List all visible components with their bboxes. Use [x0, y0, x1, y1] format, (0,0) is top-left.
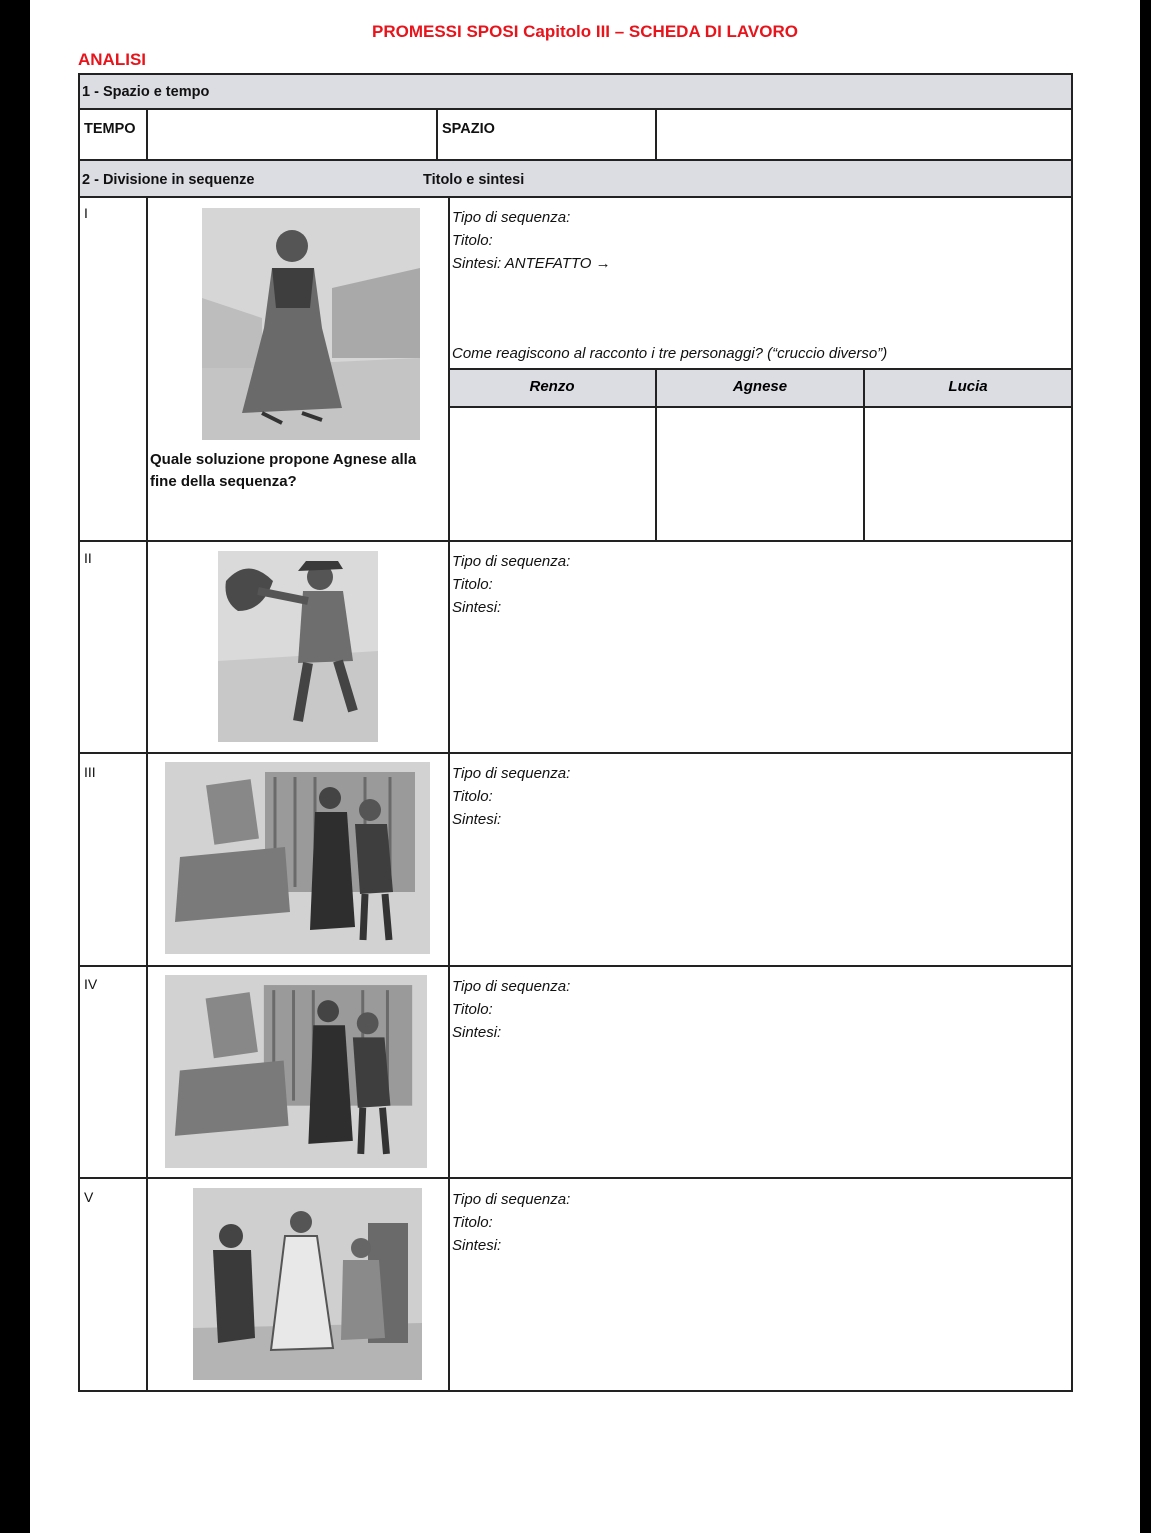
- section1-header-bg: [78, 73, 1072, 109]
- sequence-4-number: IV: [84, 976, 98, 992]
- sequence-3-number: III: [84, 764, 96, 780]
- character-lucia: Lucia: [948, 378, 988, 395]
- illustration-azzeccagarbugli-study: [165, 762, 430, 954]
- sequence-3-titolo: Titolo:: [452, 788, 493, 805]
- sequence-4-tipo: Tipo di sequenza:: [452, 978, 571, 995]
- analysis-heading: ANALISI: [78, 50, 146, 69]
- document-title: PROMESSI SPOSI Capitolo III – SCHEDA DI LAVORO: [372, 22, 798, 41]
- agnese-solution-question: Quale soluzione propone Agnese alla fine della sequenza?: [150, 451, 417, 490]
- sequence-1-number: I: [84, 205, 88, 221]
- reaction-question: Come reagiscono al racconto i tre personaggi? (“cruccio diverso”): [452, 345, 888, 362]
- sequence-2-fields: [452, 550, 570, 619]
- sequence-4-titolo: Titolo:: [452, 1001, 493, 1018]
- sequence-4-sintesi: Sintesi:: [452, 1024, 502, 1041]
- illustration-three-figures-interior: [193, 1188, 422, 1380]
- sequence-3-fields: [452, 762, 570, 831]
- sequence-5-fields: [452, 1188, 570, 1257]
- sequence-5-titolo: Titolo:: [452, 1214, 493, 1231]
- sequence-4-fields: [452, 975, 570, 1044]
- spazio-label: SPAZIO: [442, 121, 495, 137]
- sequence-1-sintesi: Sintesi: ANTEFATTO →: [452, 255, 611, 272]
- sequence-5-number: V: [84, 1189, 94, 1205]
- section1-heading: 1 - Spazio e tempo: [82, 84, 210, 100]
- character-renzo: Renzo: [529, 378, 575, 395]
- sequence-2-tipo: Tipo di sequenza:: [452, 553, 571, 570]
- sequence-1-fields: [452, 206, 611, 275]
- section2-heading: 2 - Divisione in sequenze: [82, 172, 255, 188]
- illustration-woman-walking: [202, 208, 420, 440]
- worksheet-page: [30, 0, 1140, 1533]
- sequence-1-tipo: Tipo di sequenza:: [452, 209, 571, 226]
- sequence-3-tipo: Tipo di sequenza:: [452, 765, 571, 782]
- sequence-1-titolo: Titolo:: [452, 232, 493, 249]
- section2-heading-right: Titolo e sintesi: [423, 172, 525, 188]
- character-agnese: Agnese: [732, 378, 788, 395]
- sequence-5-sintesi: Sintesi:: [452, 1237, 502, 1254]
- sequence-5-tipo: Tipo di sequenza:: [452, 1191, 571, 1208]
- tempo-label: TEMPO: [84, 121, 136, 137]
- illustration-renzo-with-capons: [218, 551, 378, 742]
- sequence-3-sintesi: Sintesi:: [452, 811, 502, 828]
- sequence-2-titolo: Titolo:: [452, 576, 493, 593]
- sequence-2-number: II: [84, 550, 92, 566]
- sequence-2-sintesi: Sintesi:: [452, 599, 502, 616]
- illustration-azzeccagarbugli-study-2: [165, 975, 427, 1168]
